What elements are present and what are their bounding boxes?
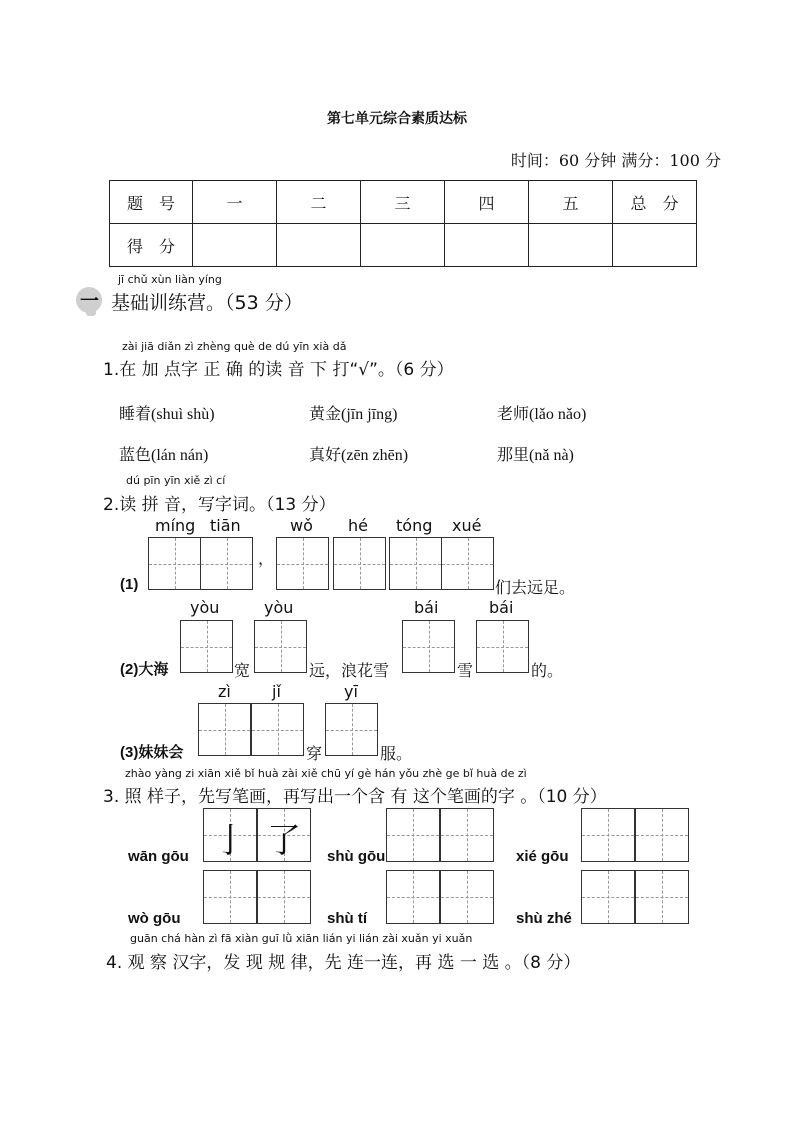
score-table-score-row: [110, 224, 697, 267]
q3-label-1: wān gōu: [128, 848, 189, 865]
q2-s3-pinyin-1: zì: [218, 682, 231, 701]
q2-s2-pinyin-2: yòu: [264, 598, 294, 617]
score-table: [109, 180, 697, 267]
q2-s1-pinyin-2: tiān: [210, 516, 241, 535]
q3-example-box-1: 亅: [203, 808, 257, 862]
q2-s1-box-1[interactable]: [148, 537, 201, 590]
q3-text: 3. 照 样子，先写笔画，再写出一个含 有 这个笔画的字 。（10 分）: [103, 787, 607, 807]
q4-pinyin: guān chá hàn zì fā xiàn guī lǜ xiān lián yi lián zài xuǎn yi xuǎn: [130, 932, 473, 945]
q2-s2-box-4[interactable]: [476, 620, 529, 673]
q3-label-2: shù gōu: [327, 848, 386, 865]
q2-s1-comma: ，: [258, 549, 275, 568]
section1-title: 基础训练营。（53 分）: [111, 292, 303, 314]
header-cell-2: 二: [277, 181, 361, 224]
q3-label-3: xié gōu: [516, 848, 569, 865]
header-cell-5: 五: [529, 181, 613, 224]
q2-s1-box-3[interactable]: [276, 537, 329, 590]
q3-box-7[interactable]: [203, 870, 257, 924]
page-title: 第七单元综合素质达标: [327, 111, 467, 127]
q3-box-5[interactable]: [581, 808, 635, 862]
q2-s2-box-2[interactable]: [254, 620, 307, 673]
q2-s3-pinyin-3: yī: [344, 682, 358, 701]
header-cell-4: 四: [445, 181, 529, 224]
q4-text: 4. 观 察 汉字，发 现 规 律，先 连一连，再 选 一 选 。（8 分）: [106, 953, 581, 973]
q2-s2-pinyin-1: yòu: [190, 598, 220, 617]
q1-option-3: 老师(lǎo nǎo): [497, 404, 587, 423]
q2-s1-tail: 们去远足。: [495, 578, 576, 597]
q3-label-5: shù tí: [327, 910, 367, 927]
q3-box-3[interactable]: [386, 808, 440, 862]
q1-option-1: 睡着(shuì shù): [119, 404, 215, 423]
q2-s1-pinyin-3: wǒ: [290, 516, 313, 535]
q2-s2-box-1[interactable]: [180, 620, 233, 673]
q2-s1-label: (1): [120, 576, 139, 593]
score-cell-total[interactable]: [613, 224, 697, 267]
q2-s3-box-1[interactable]: [198, 703, 251, 756]
q2-s3-box-3[interactable]: [325, 703, 378, 756]
q3-box-6[interactable]: [635, 808, 689, 862]
q1-option-2: 黄金(jīn jīng): [309, 404, 398, 423]
q3-label-4: wò gōu: [128, 910, 181, 927]
q3-box-12[interactable]: [635, 870, 689, 924]
score-cell-1[interactable]: [193, 224, 277, 267]
q1-text: 1.在 加 点字 正 确 的读 音 下 打“√”。（6 分）: [103, 360, 454, 380]
q2-s3-text-2: 服。: [380, 744, 413, 763]
q2-s2-text-2: 远，浪花雪: [309, 661, 390, 680]
score-row-label: 得 分: [110, 224, 193, 267]
header-cell-total: 总 分: [613, 181, 697, 224]
q3-box-9[interactable]: [386, 870, 440, 924]
q2-s2-text-4: 的。: [531, 661, 564, 680]
q2-s2-pinyin-3: bái: [414, 598, 439, 617]
q2-s2-text-1: 宽: [234, 661, 251, 680]
q2-s2-pinyin-4: bái: [489, 598, 514, 617]
q2-s1-pinyin-6: xué: [452, 516, 482, 535]
q3-example-box-2: 了: [257, 808, 311, 862]
q1-option-5: 真好(zēn zhēn): [309, 445, 409, 464]
score-cell-4[interactable]: [445, 224, 529, 267]
q3-box-10[interactable]: [440, 870, 494, 924]
q2-s3-pinyin-2: jǐ: [272, 682, 281, 701]
q3-pinyin: zhào yàng zi xiān xiě bǐ huà zài xiě chū yí gè hán yǒu zhè ge bǐ huà de zì: [125, 767, 527, 780]
q2-s3-box-2[interactable]: [251, 703, 304, 756]
q2-s2-box-3[interactable]: [402, 620, 455, 673]
q2-s1-pinyin-5: tóng: [396, 516, 433, 535]
q2-s2-label: (2)大海: [120, 661, 169, 678]
q2-s1-pinyin-1: míng: [155, 516, 196, 535]
header-cell-1: 一: [193, 181, 277, 224]
q2-text: 2.读 拼 音，写字词。（13 分）: [103, 495, 336, 515]
q2-s1-box-2[interactable]: [200, 537, 253, 590]
q3-box-4[interactable]: [440, 808, 494, 862]
q3-box-11[interactable]: [581, 870, 635, 924]
q1-option-4: 蓝色(lán nán): [119, 445, 209, 464]
q2-s1-box-6[interactable]: [441, 537, 494, 590]
q2-s2-text-3: 雪: [457, 661, 474, 680]
score-table-header-row: [110, 181, 697, 224]
score-cell-5[interactable]: [529, 224, 613, 267]
section1-pinyin: jī chǔ xùn liàn yíng: [118, 273, 222, 286]
section1-number: 一: [80, 290, 100, 312]
q2-pinyin: dú pīn yīn xiě zì cí: [126, 474, 226, 487]
q2-s3-label: (3)妹妹会: [120, 744, 184, 761]
q2-s3-text-1: 穿: [306, 744, 323, 763]
q1-option-6: 那里(nǎ nà): [497, 445, 574, 464]
header-cell-label: 题 号: [110, 181, 193, 224]
q1-pinyin: zài jiā diǎn zì zhèng què de dú yīn xià dǎ: [122, 340, 347, 353]
q2-s1-box-4[interactable]: [333, 537, 386, 590]
score-cell-3[interactable]: [361, 224, 445, 267]
q2-s1-pinyin-4: hé: [348, 516, 368, 535]
q2-s1-box-5[interactable]: [389, 537, 442, 590]
q3-label-6: shù zhé: [516, 910, 572, 927]
time-info: 时间：60 分钟 满分：100 分: [510, 151, 721, 170]
q3-box-8[interactable]: [257, 870, 311, 924]
header-cell-3: 三: [361, 181, 445, 224]
score-cell-2[interactable]: [277, 224, 361, 267]
